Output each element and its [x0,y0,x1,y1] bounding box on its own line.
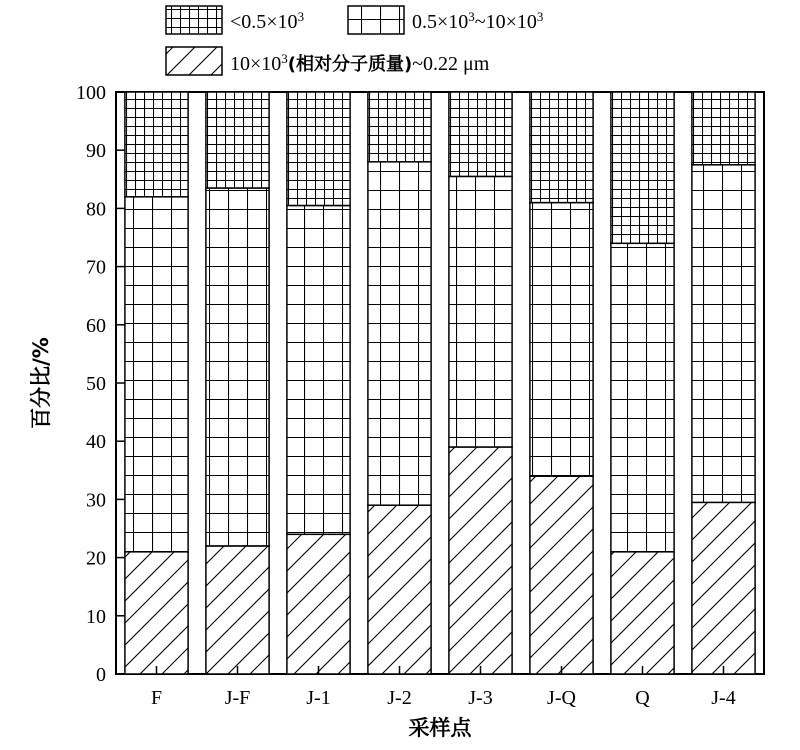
bar-segment-diagonal-hatch-J-Q [530,476,593,674]
bar-segment-fine-grid-J-4 [692,92,755,165]
y-axis [76,82,125,686]
bar-segment-coarse-grid-J-1 [287,206,350,535]
legend-label-diagonal-hatch: $10\times 10^3$(相对分子质量)~0.22 μm [230,50,490,75]
legend-label-fine-grid: $<0.5\times 10^3$ [230,8,305,33]
y-tick-label: 60 [86,314,106,337]
bar-segment-fine-grid-F [125,92,188,197]
y-tick-label: 10 [86,605,106,628]
y-axis-title: 百分比/% [29,337,53,429]
y-tick-label: 50 [86,373,106,395]
legend-label-coarse-grid: $0.5\times 10^3\sim 10\times 10^3$ [412,8,544,33]
legend-swatch-fine-grid [166,6,222,34]
y-tick-label: 40 [86,431,106,454]
y-tick-label: 20 [86,547,106,570]
x-tick-label-F: F [150,687,163,709]
bar-segment-diagonal-hatch-J-F [206,546,269,674]
x-tick-label-J-1: J-1 [306,687,331,709]
legend-swatch-coarse-grid [348,6,404,34]
bar-segment-diagonal-hatch-J-3 [449,447,512,674]
bar-segment-coarse-grid-J-4 [692,165,755,503]
bar-segment-diagonal-hatch-Q [611,552,674,674]
bar-segment-diagonal-hatch-J-2 [368,505,431,674]
legend-swatch-diagonal-hatch [166,47,222,75]
bar-segment-fine-grid-J-F [206,92,269,188]
bar-segment-coarse-grid-Q [611,243,674,552]
y-tick-label: 100 [76,82,106,104]
bar-segment-diagonal-hatch-F [125,552,188,674]
bar-segment-coarse-grid-J-2 [368,162,431,505]
legend-item-diagonal-hatch [166,47,490,75]
bar-segment-diagonal-hatch-J-1 [287,534,350,674]
y-tick-label: 80 [86,198,106,221]
x-tick-label-J-2: J-2 [387,687,412,709]
bar-segment-coarse-grid-J-Q [530,203,593,477]
x-tick-label-J-F: J-F [224,687,251,709]
legend-item-coarse-grid [348,6,543,34]
bar-segment-coarse-grid-F [125,197,188,552]
bar-segment-diagonal-hatch-J-4 [692,502,755,674]
bar-segment-fine-grid-J-2 [368,92,431,162]
y-tick-label: 90 [86,140,106,163]
x-tick-label-J-4: J-4 [711,687,736,709]
x-axis-title: 采样点 [408,716,472,740]
y-tick-label: 70 [86,256,106,279]
legend [166,6,543,75]
legend-item-fine-grid [166,6,304,34]
bar-segment-fine-grid-J-3 [449,92,512,176]
bar-segment-fine-grid-J-Q [530,92,593,203]
y-tick-label: 0 [96,664,106,686]
bar-segment-fine-grid-Q [611,92,674,243]
bar-segment-coarse-grid-J-3 [449,176,512,447]
x-tick-label-J-3: J-3 [468,687,493,709]
x-tick-label-J-Q: J-Q [547,687,576,709]
bars-group [125,92,755,674]
bar-segment-fine-grid-J-1 [287,92,350,206]
y-tick-label: 30 [86,489,106,512]
bar-segment-coarse-grid-J-F [206,188,269,546]
x-tick-label-Q: Q [635,687,650,709]
